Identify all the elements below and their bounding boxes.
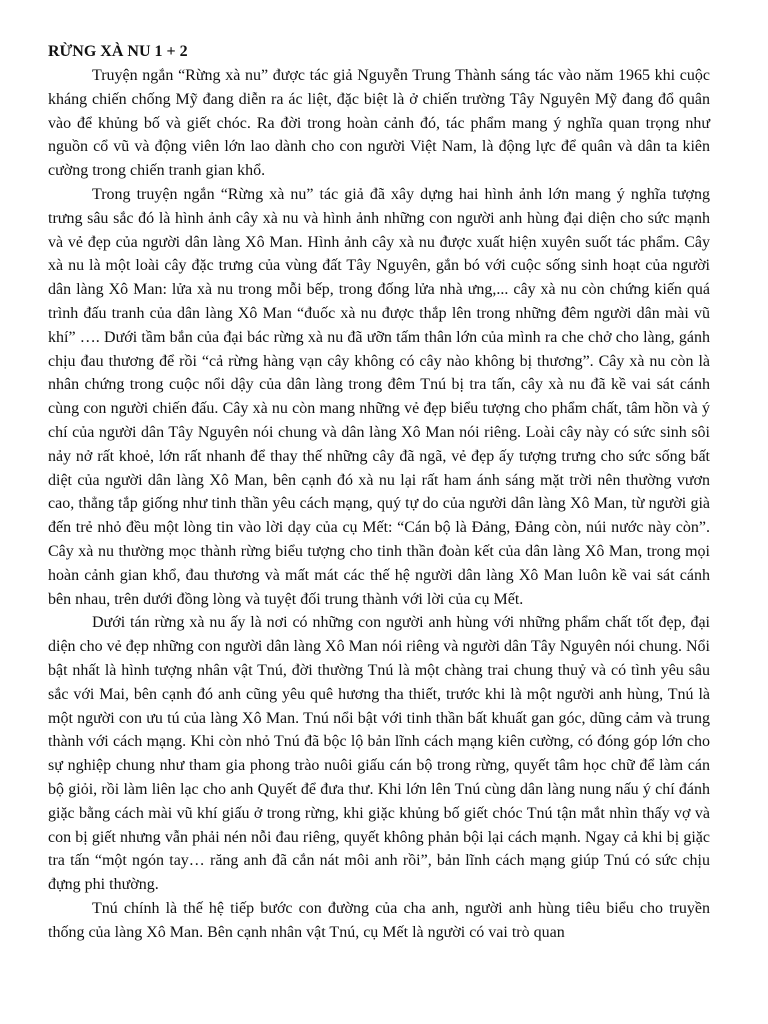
paragraph-tnu-lineage: Tnú chính là thế hệ tiếp bước con đường của cha anh, người anh hùng tiêu biểu cho truyền thống của làng Xô Man. Bên cạnh nhân vật Tnú, cụ Mết là người có vai trò quan — [48, 899, 710, 941]
paragraph-tnu-hero: Dưới tán rừng xà nu ấy là nơi có những con người anh hùng với những phẩm chất tốt đẹp, đại diện cho vẻ đẹp những con người dân làng Xô Man nói riêng và người dân Tây Nguyên nói chung. Nổi bật nhất là hình tượng nhân vật Tnú, đời thường Tnú là một chàng trai chung thuỷ và có tình yêu sâu sắc với Mai, bên cạnh đó anh cũng yêu quê hương tha thiết, trước khi là một người anh hùng, Tnú là một người con ưu tú của làng Xô Man. Tnú nổi bật với tinh thần bất khuất gan góc, dũng cảm và trung thành với cách mạng. Khi còn nhỏ Tnú đã bộc lộ bản lĩnh cách mạng kiên cường, có đóng góp lớn cho sự nghiệp chung như tham gia phong trào nuôi giấu cán bộ trong rừng, quyết tâm học chữ để làm cán bộ giỏi, rồi làm liên lạc cho anh Quyết để đưa thư. Khi lớn lên Tnú cùng dân làng nung nấu ý chí đánh giặc bằng cách mài vũ khí giấu ở trong rừng, khi giặc khủng bố giết chóc Tnú tận mắt nhìn thấy vợ và con bị giết nhưng vẫn phải nén nỗi đau riêng, quyết không phản bội lại cách mạnh. Ngay cả khi bị giặc tra tấn “một ngón tay… răng anh đã cắn nát môi anh rồi”, bản lĩnh cách mạng giúp Tnú có sức chịu đựng phi thường. — [48, 614, 710, 894]
document-body — [48, 40, 710, 944]
paragraph-xa-nu-tree: Trong truyện ngắn “Rừng xà nu” tác giả đã xây dựng hai hình ảnh lớn mang ý nghĩa tượng trưng sâu sắc đó là hình ảnh cây xà nu và hình ảnh những con người anh hùng đại diện cho sức mạnh và vẻ đẹp của người dân làng Xô Man. Hình ảnh cây xà nu được xuất hiện xuyên suốt tác phẩm. Cây xà nu là một loài cây đặc trưng của vùng đất Tây Nguyên, gắn bó với cuộc sống sinh hoạt của người dân làng Xô Man: lửa xà nu trong mỗi bếp, trong đống lửa nhà ưng,... cây xà nu còn chứng kiến quá trình đấu tranh của dân làng Xô Man “đuốc xà nu được thắp lên trong những đêm người dân mài vũ khí” …. Dưới tầm bắn của đại bác rừng xà nu đã ưỡn tấm thân lớn của mình ra che chở cho làng, gánh chịu đau thương để rồi “cả rừng hàng vạn cây không có cây nào không bị thương”. Cây xà nu còn là nhân chứng trong cuộc nổi dậy của dân làng trong đêm Tnú bị tra tấn, cây xà nu đã kề vai sát cánh cùng con người chiến đấu. Cây xà nu còn mang những vẻ đẹp biểu tượng cho phẩm chất, tâm hồn và ý chí của người dân Tây Nguyên nói chung và dân làng Xô Man nói riêng. Loài cây này có sức sinh sôi nảy nở rất khoẻ, lớn rất nhanh để thay thế những cây đã ngã, vẻ đẹp ấy tượng trưng cho sức sống bất diệt của người dân làng Xô Man, bên cạnh đó xà nu lại rất ham ánh sáng mặt trời nên thường vươn cao, thẳng tắp giống như tinh thần yêu cách mạng, quý tự do của người dân làng Xô Man, từ người già đến trẻ nhỏ đều một lòng tin vào lời dạy của cụ Mết: “Cán bộ là Đảng, Đảng còn, núi nước này còn”. Cây xà nu thường mọc thành rừng biểu tượng cho tinh thần đoàn kết của dân làng Xô Man, trong mọi hoàn cảnh gian khổ, đau thương và mất mát các thế hệ người dân làng Xô Man luôn kề vai sát cánh bên nhau, trên dưới đồng lòng và tuyệt đối trung thành với lời của cụ Mết. — [48, 185, 710, 608]
paragraph-intro: Truyện ngắn “Rừng xà nu” được tác giả Nguyễn Trung Thành sáng tác vào năm 1965 khi cuộc kháng chiến chống Mỹ đang diễn ra ác liệt, đặc biệt là ở chiến trường Tây Nguyên Mỹ đang đổ quân vào để khủng bố và giết chóc. Ra đời trong hoàn cảnh đó, tác phẩm mang ý nghĩa quan trọng như nguồn cổ vũ và động viên lớn lao dành cho con người Việt Nam, là động lực để quân và dân ta kiên cường trong chiến tranh gian khổ. — [48, 67, 710, 180]
document-title: RỪNG XÀ NU 1 + 2 — [48, 43, 188, 60]
